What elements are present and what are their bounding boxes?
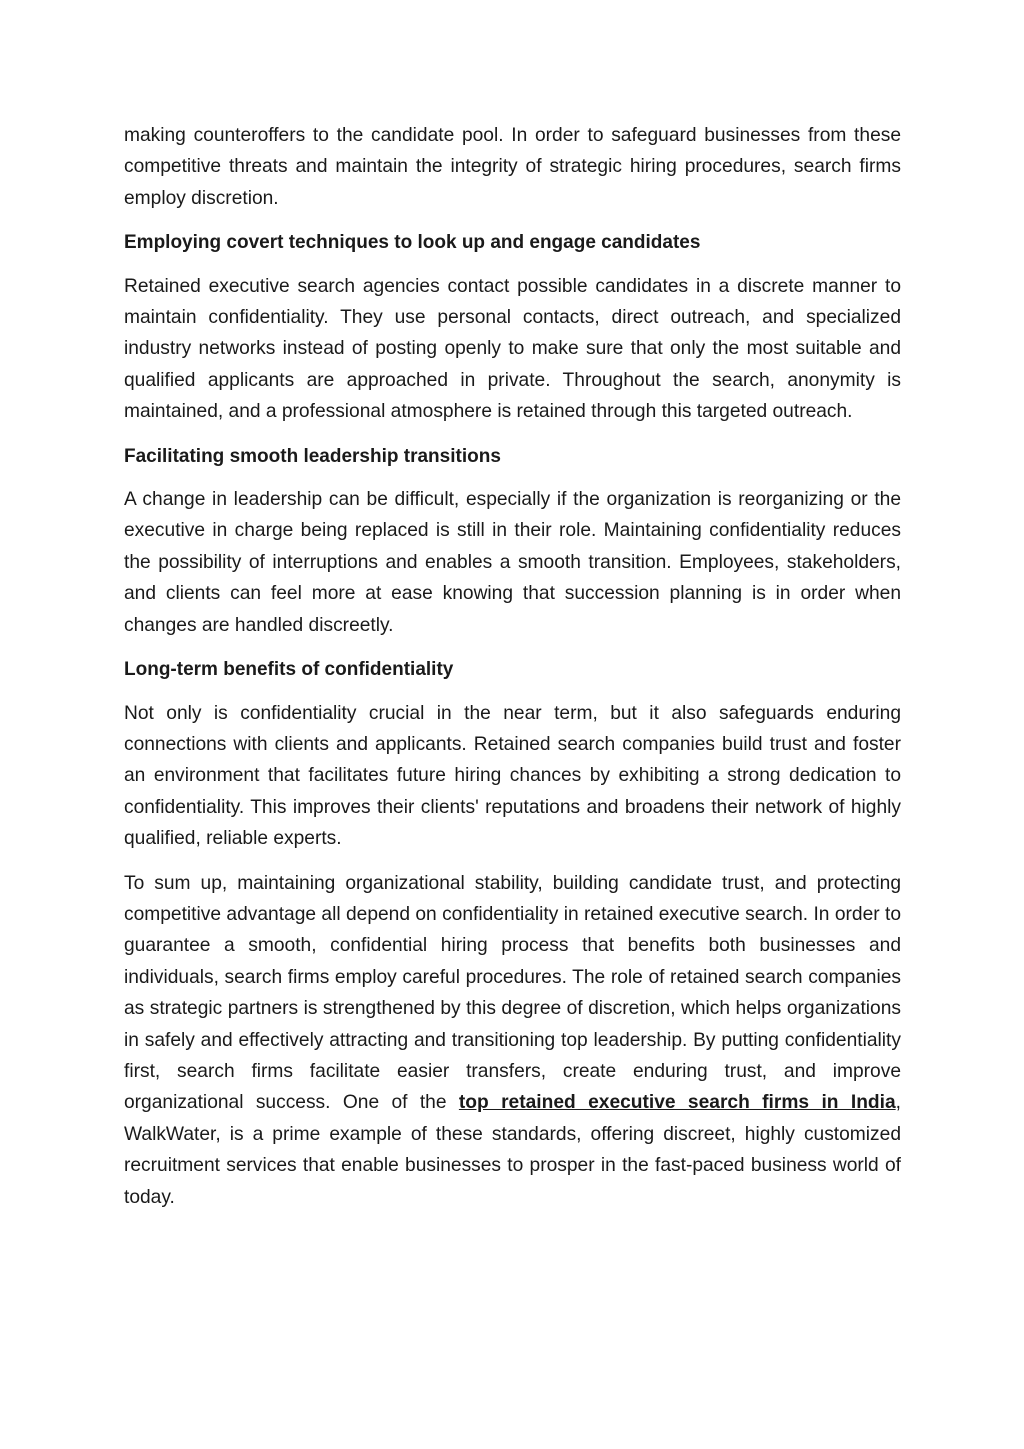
section-heading-covert-techniques: Employing covert techniques to look up and engage candidates bbox=[124, 232, 701, 254]
section-heading-long-term-benefits: Long-term benefits of confidentiality bbox=[124, 659, 454, 681]
conclusion-text-after-link: , WalkWater, is a prime example of these standards, offering discreet, highly customized recruitment services that enable businesses to prosper in the fast-paced business world of today. bbox=[124, 1092, 901, 1208]
retained-search-firms-link[interactable]: top retained executive search firms in India bbox=[458, 1092, 896, 1114]
conclusion-paragraph bbox=[124, 868, 901, 1213]
intro-paragraph: making counteroffers to the candidate pool. In order to safeguard businesses from these competitive threats and maintain the integrity of strategic hiring procedures, search firms employ discretion. bbox=[124, 125, 901, 209]
section-heading-leadership-transitions: Facilitating smooth leadership transitions bbox=[124, 445, 501, 467]
section-body-leadership-transitions: A change in leadership can be difficult, especially if the organization is reorganizing or the executive in charge being replaced is still in their role. Maintaining confidentiality reduces the possibility of interruptions and enables a smooth transition. Employees, stakeholders, and clients can feel more at ease knowing that succession planning is in order when changes are handled discreetly. bbox=[124, 489, 901, 636]
document-page bbox=[124, 120, 901, 1226]
section-body-long-term-benefits: Not only is confidentiality crucial in the near term, but it also safeguards enduring connections with clients and applicants. Retained search companies build trust and foster an environment that facilitates future hiring chances by exhibiting a strong dedication to confidentiality. This improves their clients' reputations and broadens their network of highly qualified, reliable experts. bbox=[124, 702, 901, 850]
conclusion-text-before-link: To sum up, maintaining organizational stability, building candidate trust, and protecting competitive advantage all depend on confidentiality in retained executive search. In order to guarantee a smooth, confidential hiring process that benefits both businesses and individuals, search firms employ careful procedures. The role of retained search companies as strategic partners is strengthened by this degree of discretion, which helps organizations in safely and effectively attracting and transitioning top leadership. By putting confidentiality first, search firms facilitate easier transfers, create enduring trust, and improve organizational success. One of the bbox=[124, 872, 901, 1114]
section-body-covert-techniques: Retained executive search agencies contact possible candidates in a discrete manner to maintain confidentiality. They use personal contacts, direct outreach, and specialized industry networks instead of posting openly to make sure that only the most suitable and qualified applicants are approached in private. Throughout the search, anonymity is maintained, and a professional atmosphere is retained through this targeted outreach. bbox=[124, 275, 901, 423]
